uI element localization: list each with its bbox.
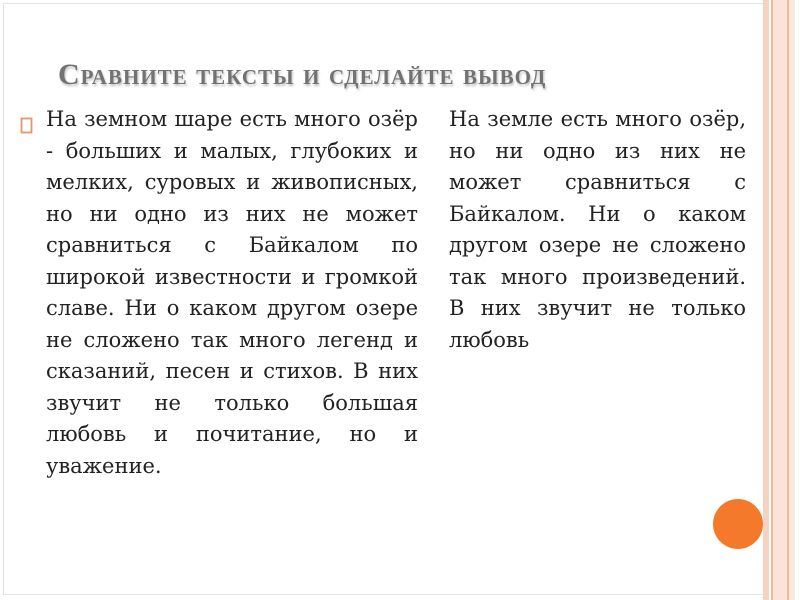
accent-circle — [713, 499, 763, 549]
hollow-square-bullet-icon — [20, 117, 34, 135]
left-text-column: На земном шаре есть много озёр - больших и малых, глубоких и мелких, суровых и живописных, но ни одно из них не может сравниться с Байкалом по широкой известности и громкой славе. Ни о каком другом озере не сложено так много легенд и сказаний, песен и стихов. В них звучит не только большая любовь и почитание, но и уважение. — [46, 107, 418, 478]
decorative-stripe — [789, 0, 795, 600]
decorative-stripe — [773, 0, 787, 600]
slide-title: Сравните тексты и сделайте вывод — [58, 58, 547, 91]
right-text-column: На земле есть много озёр, но ни одно из них не может сравниться с Байкалом. Ни о каком другом озере не сложено так много произведений. В них звучит не только любовь — [449, 107, 746, 352]
